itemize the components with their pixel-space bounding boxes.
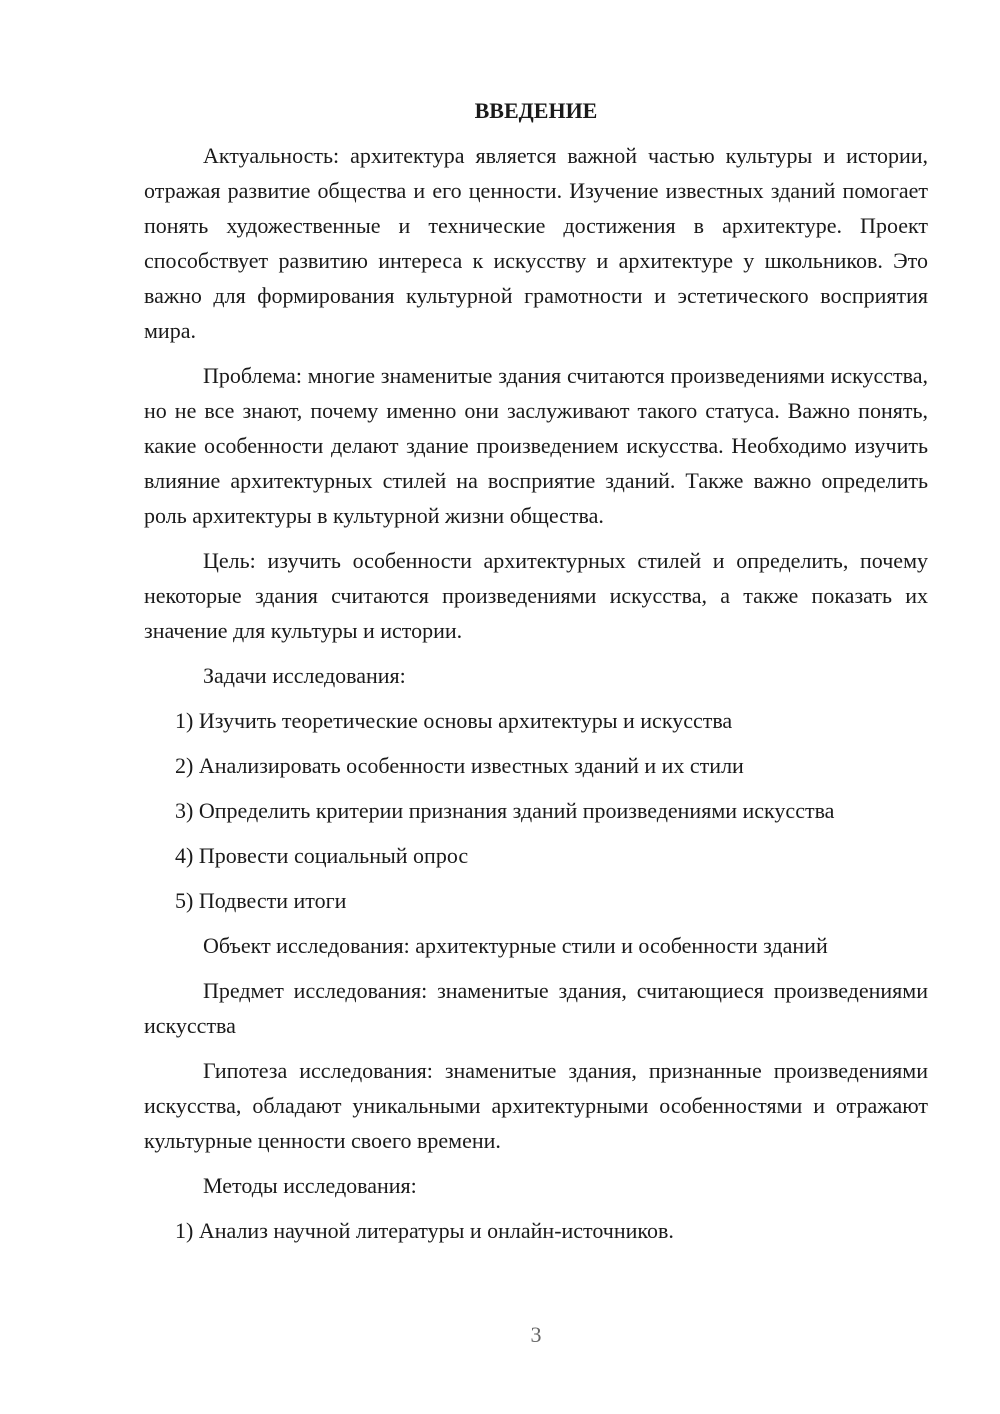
task-item: 2) Анализировать особенности известных зданий и их стили: [175, 753, 744, 778]
task-item: 4) Провести социальный опрос: [175, 843, 469, 868]
object-statement: Объект исследования: архитектурные стили и особенности зданий: [203, 933, 828, 958]
section-title: ВВЕДЕНИЕ: [474, 98, 598, 123]
page-number: 3: [530, 1322, 542, 1347]
relevance-paragraph: Актуальность: архитектура является важной частью культуры и истории, отражая развитие общества и его ценности. Изучение известных зданий помогает понять художественные и технические достижения в архитектуре. Проект способствует развитию интереса к искусству и архитектуре у школьников. Это важно для формирования культурной грамотности и эстетического восприятия мира.: [144, 143, 928, 343]
task-item: 3) Определить критерии признания зданий произведениями искусства: [175, 798, 835, 823]
goal-paragraph: Цель: изучить особенности архитектурных стилей и определить, почему некоторые здания считаются произведениями искусства, а также показать их значение для культуры и истории.: [144, 548, 928, 643]
subject-paragraph: Предмет исследования: знаменитые здания, считающиеся произведениями искусства: [144, 978, 928, 1038]
method-item: 1) Анализ научной литературы и онлайн-источников.: [175, 1218, 674, 1243]
problem-paragraph: Проблема: многие знаменитые здания считаются произведениями искусства, но не все знают, почему именно они заслуживают такого статуса. Важно понять, какие особенности делают здание произведением искусства. Необходимо изучить влияние архитектурных стилей на восприятие зданий. Также важно определить роль архитектуры в культурной жизни общества.: [144, 363, 928, 528]
tasks-heading: Задачи исследования:: [203, 663, 406, 688]
task-item: 5) Подвести итоги: [175, 888, 347, 913]
methods-heading: Методы исследования:: [203, 1173, 417, 1198]
task-item: 1) Изучить теоретические основы архитектуры и искусства: [175, 708, 733, 733]
hypothesis-paragraph: Гипотеза исследования: знаменитые здания, признанные произведениями искусства, обладают уникальными архитектурными особенностями и отражают культурные ценности своего времени.: [144, 1058, 928, 1153]
document-body: [144, 93, 928, 1258]
